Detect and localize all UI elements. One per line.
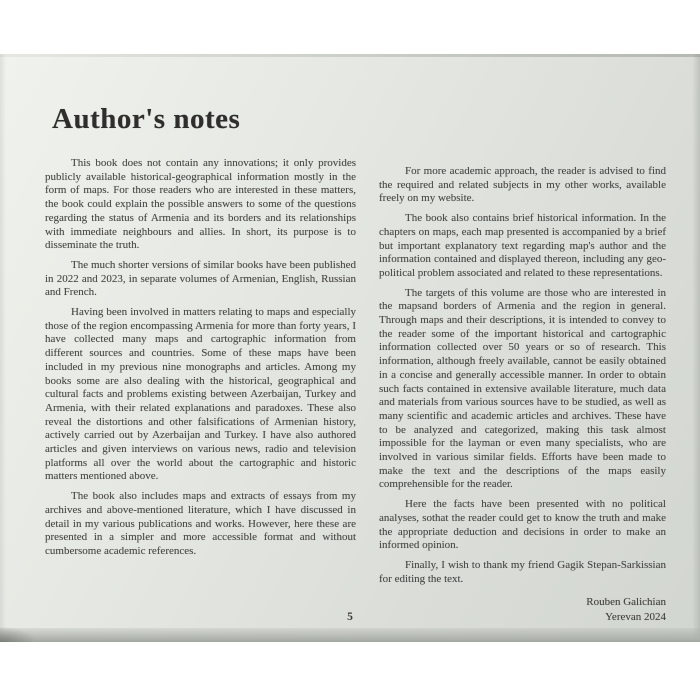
paragraph-right-4: Here the facts have been presented with no political analyses, sothat the reader could get to know the truth and make the appropriate deduction and decisions in order to make an informed opinion. xyxy=(379,498,666,552)
paragraph-left-2: The much shorter versions of similar books have been published in 2022 and 2023, in separate volumes of Armenian, English, Russian and French. xyxy=(45,258,356,299)
page-bottom-corner-shadow xyxy=(0,626,36,642)
paragraph-right-1: For more academic approach, the reader is advised to find the required and related subjects in my other works, available freely on my website. xyxy=(379,165,666,205)
page-number: 5 xyxy=(347,611,353,623)
page-right-edge-shadow xyxy=(692,54,700,642)
left-column xyxy=(45,157,356,565)
paragraph-right-5: Finally, I wish to thank my friend Gagik Stepan-Sarkissian for editing the text. xyxy=(379,558,666,585)
page-top-edge-shadow xyxy=(0,54,700,57)
page-title: Author's notes xyxy=(52,103,241,136)
signature-place-year: Yerevan 2024 xyxy=(605,611,666,624)
right-column xyxy=(379,165,666,625)
signature-author-name: Rouben Galichian xyxy=(586,596,666,609)
paragraph-right-3: The targets of this volume are those who are interested in the mapsand borders of Armenia and the region in general. Through maps and their descriptions, it is intended to convey to the reader some of the important historical and cartographic information collected over 50 years or so of research. This information, although freely available, cannot be easily obtained in a concise and generally accessible manner. In order to obtain such facts contained in extensive available literature, much data and materials from various sources have to be studied, as well as many scientific and academic articles and archives. These have to be analyzed and categorized, making this task almost impossible for the layman or even many specialists, who are involved in various similar fields. Efforts have been made to make the text and the descriptions of the maps easily comprehensible for the reader. xyxy=(379,286,666,491)
paragraph-left-1: This book does not contain any innovations; it only provides publicly available historical-geographical information mostly in the form of maps. For those readers who are interested in these matters, the book could explain the possible answers to some of the questions regarding the status of Armenia and its borders and its relationships with immediate neighbours and allies. In short, its purpose is to disseminate the truth. xyxy=(45,157,356,252)
page-bottom-edge-shadow xyxy=(0,628,700,642)
book-page xyxy=(0,54,700,642)
page-left-edge-shadow xyxy=(0,54,6,642)
paragraph-left-3: Having been involved in matters relating to maps and especially those of the region encompassing Armenia for more than forty years, I have collected many maps and cartographic information from different sources and countries. Some of these maps have been included in my previous nine monographs and articles. Among my books some are also dealing with the historical, geographical and cultural facts and problems existing between Azerbaijan, Turkey and Armenia, with their related explanations and paradoxes. These also reveal the distortions and other falsifications of Armenian history, actively carried out by Azerbaijan and Turkey. I have also authored articles and given interviews on various news, radio and television platforms all over the world about the cartographic and historic matters mentioned above. xyxy=(45,306,356,483)
paragraph-left-4: The book also includes maps and extracts of essays from my archives and above-mentioned literature, which I have discussed in detail in my various publications and works. However, here these are presented in a simpler and more accessible format and without cumbersome academic references. xyxy=(45,490,356,557)
paragraph-right-2: The book also contains brief historical information. In the chapters on maps, each map presented is accompanied by a brief but important explanatory text regarding map's author and the information contained and displayed thereon, including any geo-political problem associated and related to these representations. xyxy=(379,212,666,279)
